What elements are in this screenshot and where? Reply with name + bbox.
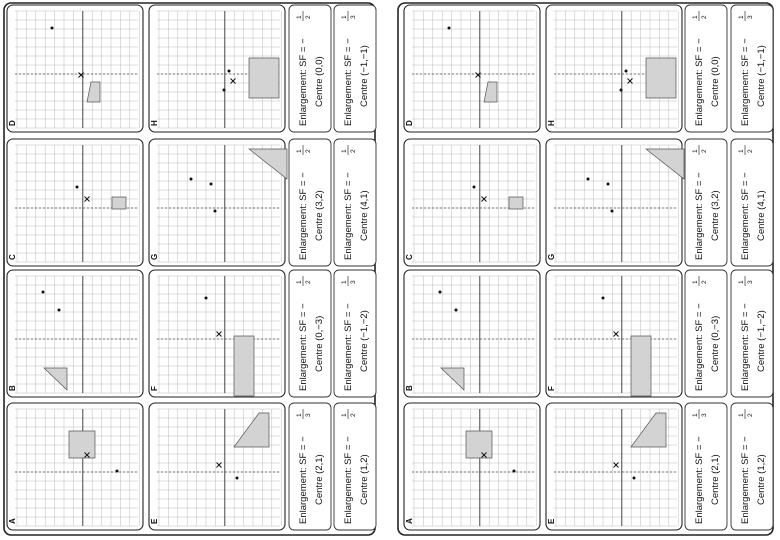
shape-to-enlarge: [631, 336, 651, 396]
card-centre: Centre (3,2): [710, 190, 721, 241]
grid-panel-C: [404, 139, 540, 266]
fraction-denominator: 2: [701, 15, 708, 19]
card-centre: Centre (0,−3): [710, 315, 721, 372]
plotted-point: [633, 477, 636, 480]
panel-border: [7, 403, 143, 530]
fraction-denominator: 2: [305, 149, 312, 153]
fraction-denominator: 3: [350, 15, 357, 19]
grid-panel-H: [546, 5, 682, 132]
fraction-denominator: 2: [350, 413, 357, 417]
card-centre: Centre (3,2): [314, 190, 325, 241]
fraction-denominator: 3: [747, 15, 754, 19]
fraction-denominator: 2: [305, 15, 312, 19]
fraction-numerator: 1: [738, 280, 745, 284]
fraction-denominator: 2: [305, 280, 312, 284]
panel-label: F: [547, 386, 556, 391]
card-centre: Centre (−1,−2): [359, 310, 370, 372]
plotted-point: [58, 309, 61, 312]
panel-label: D: [405, 120, 414, 126]
card-centre: Centre (4,1): [756, 190, 767, 241]
card-instruction: Enlargement: SF = −: [694, 303, 705, 391]
card-instruction: Enlargement: SF = −: [298, 38, 309, 126]
panel-label: D: [8, 120, 17, 126]
instruction-card-1: [289, 403, 331, 530]
plotted-point: [625, 70, 628, 73]
card-instruction: Enlargement: SF = −: [694, 38, 705, 126]
plotted-point: [439, 291, 442, 294]
card-centre: Centre (1,2): [359, 454, 370, 505]
shape-to-enlarge: [509, 197, 523, 209]
fraction-denominator: 2: [747, 149, 754, 153]
plotted-point: [228, 70, 231, 73]
shape-to-enlarge: [69, 431, 95, 458]
shape-to-enlarge: [646, 58, 676, 98]
panel-label: H: [547, 120, 556, 126]
plotted-point: [455, 309, 458, 312]
fraction-denominator: 3: [305, 413, 312, 417]
card-instruction: Enlargement: SF = −: [740, 38, 751, 126]
instruction-card-3: [685, 139, 727, 266]
fraction-numerator: 1: [692, 15, 699, 19]
card-instruction: Enlargement: SF = −: [343, 303, 354, 391]
panel-label: G: [150, 253, 159, 260]
shape-to-enlarge: [112, 197, 126, 209]
panel-label: C: [8, 254, 17, 260]
grid-panel-B: [404, 270, 540, 397]
panel-border: [404, 5, 540, 132]
card-instruction: Enlargement: SF = −: [694, 172, 705, 260]
instruction-card-4: [685, 5, 727, 132]
panel-label: H: [150, 120, 159, 126]
card-centre: Centre (4,1): [359, 190, 370, 241]
plotted-point: [607, 183, 610, 186]
instruction-card-6: [334, 270, 376, 397]
grid-panel-F: [149, 270, 285, 397]
plotted-point: [51, 27, 54, 30]
card-instruction: Enlargement: SF = −: [298, 172, 309, 260]
instruction-card-5: [334, 403, 376, 530]
grid-panel-A: [7, 403, 143, 530]
card-centre: Centre (0,0): [314, 56, 325, 107]
plotted-point: [42, 291, 45, 294]
panel-label: G: [547, 253, 556, 260]
fraction-denominator: 3: [747, 280, 754, 284]
grid-panel-G: [546, 139, 684, 266]
shape-to-enlarge: [249, 58, 279, 98]
plotted-point: [587, 178, 590, 181]
shape-to-enlarge: [234, 336, 254, 396]
card-centre: Centre (−1,−2): [756, 310, 767, 372]
fraction-numerator: 1: [296, 15, 303, 19]
plotted-point: [236, 477, 239, 480]
panel-border: [404, 403, 540, 530]
grid-panel-G: [149, 139, 287, 266]
panel-label: A: [8, 518, 17, 524]
card-centre: Centre (−1,−1): [359, 45, 370, 107]
plotted-point: [473, 186, 476, 189]
grid-panel-B: [7, 270, 143, 397]
fraction-numerator: 1: [341, 280, 348, 284]
grid-panel-D: [404, 5, 540, 132]
fraction-denominator: 2: [747, 413, 754, 417]
instruction-card-3: [289, 139, 331, 266]
fraction-numerator: 1: [296, 280, 303, 284]
panel-border: [7, 270, 143, 397]
card-centre: Centre (−1,−1): [756, 45, 767, 107]
plotted-point: [620, 89, 623, 92]
panel-label: E: [150, 518, 159, 524]
panel-label: B: [405, 385, 414, 391]
fraction-numerator: 1: [692, 413, 699, 417]
card-instruction: Enlargement: SF = −: [694, 436, 705, 524]
instruction-card-4: [289, 5, 331, 132]
worksheet-1: [4, 3, 376, 535]
instruction-card-8: [731, 5, 773, 132]
panel-label: A: [405, 518, 414, 524]
card-instruction: Enlargement: SF = −: [343, 172, 354, 260]
fraction-numerator: 1: [692, 280, 699, 284]
plotted-point: [190, 178, 193, 181]
plotted-point: [611, 210, 614, 213]
fraction-numerator: 1: [692, 149, 699, 153]
fraction-numerator: 1: [341, 413, 348, 417]
instruction-card-6: [731, 270, 773, 397]
card-centre: Centre (0,−3): [314, 315, 325, 372]
card-centre: Centre (2,1): [314, 454, 325, 505]
instruction-card-1: [685, 403, 727, 530]
fraction-numerator: 1: [296, 149, 303, 153]
card-instruction: Enlargement: SF = −: [298, 303, 309, 391]
panel-border: [149, 270, 285, 397]
instruction-card-5: [731, 403, 773, 530]
fraction-numerator: 1: [738, 149, 745, 153]
fraction-denominator: 2: [701, 280, 708, 284]
grid-panel-A: [404, 403, 540, 530]
fraction-numerator: 1: [296, 413, 303, 417]
grid-panel-E: [546, 403, 682, 530]
plotted-point: [602, 297, 605, 300]
panel-label: F: [150, 386, 159, 391]
plotted-point: [223, 89, 226, 92]
panel-label: B: [8, 385, 17, 391]
fraction-numerator: 1: [738, 15, 745, 19]
fraction-numerator: 1: [341, 15, 348, 19]
card-instruction: Enlargement: SF = −: [740, 172, 751, 260]
card-instruction: Enlargement: SF = −: [343, 38, 354, 126]
card-instruction: Enlargement: SF = −: [298, 436, 309, 524]
panel-label: E: [547, 518, 556, 524]
card-instruction: Enlargement: SF = −: [740, 303, 751, 391]
plotted-point: [448, 27, 451, 30]
fraction-denominator: 2: [350, 149, 357, 153]
fraction-numerator: 1: [738, 413, 745, 417]
plotted-point: [205, 297, 208, 300]
instruction-card-8: [334, 5, 376, 132]
shape-to-enlarge: [466, 431, 492, 458]
plotted-point: [214, 210, 217, 213]
instruction-card-2: [685, 270, 727, 397]
worksheet-2: [398, 3, 773, 535]
grid-panel-C: [7, 139, 143, 266]
card-centre: Centre (0,0): [710, 56, 721, 107]
card-centre: Centre (2,1): [710, 454, 721, 505]
grid-panel-H: [149, 5, 285, 132]
grid-panel-E: [149, 403, 285, 530]
panel-border: [546, 270, 682, 397]
plotted-point: [76, 186, 79, 189]
panel-label: C: [405, 254, 414, 260]
instruction-card-7: [334, 139, 376, 266]
fraction-numerator: 1: [341, 149, 348, 153]
card-instruction: Enlargement: SF = −: [740, 436, 751, 524]
panel-border: [404, 270, 540, 397]
fraction-denominator: 3: [701, 413, 708, 417]
plotted-point: [513, 470, 516, 473]
instruction-card-7: [731, 139, 773, 266]
plotted-point: [210, 183, 213, 186]
instruction-card-2: [289, 270, 331, 397]
plotted-point: [116, 470, 119, 473]
grid-panel-F: [546, 270, 682, 397]
card-centre: Centre (1,2): [756, 454, 767, 505]
fraction-denominator: 2: [701, 149, 708, 153]
fraction-denominator: 3: [350, 280, 357, 284]
panel-border: [7, 5, 143, 132]
grid-panel-D: [7, 5, 143, 132]
card-instruction: Enlargement: SF = −: [343, 436, 354, 524]
